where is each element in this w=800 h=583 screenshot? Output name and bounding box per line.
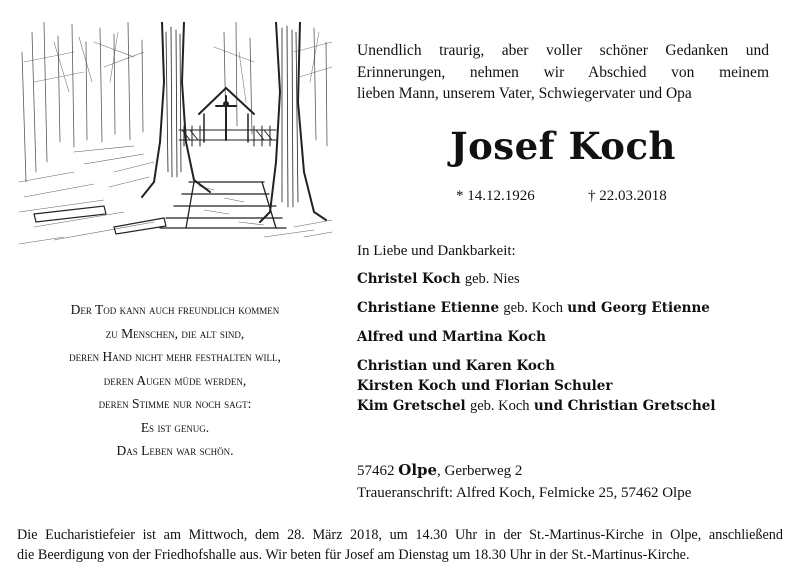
mourner-name: Christel Koch [357, 271, 461, 287]
condolence-address: Traueranschrift: Alfred Koch, Felmicke 25, 57462 Olpe [357, 484, 692, 501]
mourner-entry [357, 298, 715, 318]
address-block [357, 460, 691, 504]
address-street: , Gerberweg 2 [437, 463, 523, 479]
mourners-list [357, 269, 715, 416]
mourner-nee: geb. Koch [503, 300, 563, 316]
poem-line: zu Menschen, die alt sind, [105, 325, 245, 341]
deceased-name: Josef Koch [450, 124, 676, 168]
birth-date: * 14.12.1926 [456, 188, 535, 204]
intro-text [357, 40, 769, 105]
mourner-entry [357, 396, 715, 416]
mourner-entry [357, 376, 715, 396]
mourner-name: Kirsten Koch und Florian Schuler [357, 378, 613, 394]
mourner-partner: und Georg Etienne [567, 300, 710, 316]
poem-line: Der Tod kann auch freundlich kommen [70, 302, 280, 317]
mourner-entry [357, 269, 715, 289]
poem [14, 298, 336, 463]
mourner-entry [357, 356, 715, 376]
mourner-nee: geb. Nies [464, 271, 520, 287]
poem-line: Das Leben war schön. [116, 443, 234, 458]
intro-line: Erinnerungen, nehmen wir Abschied von meinem [357, 63, 769, 81]
mourner-name: Christian und Karen Koch [357, 358, 555, 374]
mourner-entry [357, 327, 715, 347]
poem-line: deren Augen müde werden, [103, 372, 247, 388]
service-line: Die Eucharistiefeier ist am Mittwoch, dem 28. März 2018, um 14.30 Uhr in der St.-Martinus-Kirche in Olpe, anschließend [17, 527, 783, 543]
address-city: Olpe [398, 461, 438, 479]
mourner-nee: geb. Koch [469, 398, 530, 414]
poem-line: Es ist genug. [140, 419, 210, 435]
forest-shrine-illustration [14, 22, 336, 252]
mourners-intro: In Liebe und Dankbarkeit: [357, 243, 516, 259]
address-zip: 57462 [357, 463, 395, 479]
mourner-name: Kim Gretschel [357, 398, 466, 414]
intro-line: lieben Mann, unserem Vater, Schwiegervater und Opa [357, 85, 692, 102]
poem-line: deren Hand nicht mehr festhalten will, [69, 349, 281, 364]
home-address [357, 460, 691, 483]
death-date: † 22.03.2018 [588, 188, 667, 204]
service-details [17, 525, 783, 565]
mourner-name: Alfred und Martina Koch [357, 329, 546, 345]
mourner-partner: und Christian Gretschel [533, 398, 716, 414]
service-line: die Beerdigung von der Friedhofshalle aus. Wir beten für Josef am Dienstag um 18.30 Uhr in der St.-Martinus-Kirche. [17, 547, 690, 563]
poem-line: deren Stimme nur noch sagt: [98, 396, 252, 411]
mourner-name: Christiane Etienne [357, 300, 500, 316]
intro-line: Unendlich traurig, aber voller schöner Gedanken und [357, 42, 769, 59]
